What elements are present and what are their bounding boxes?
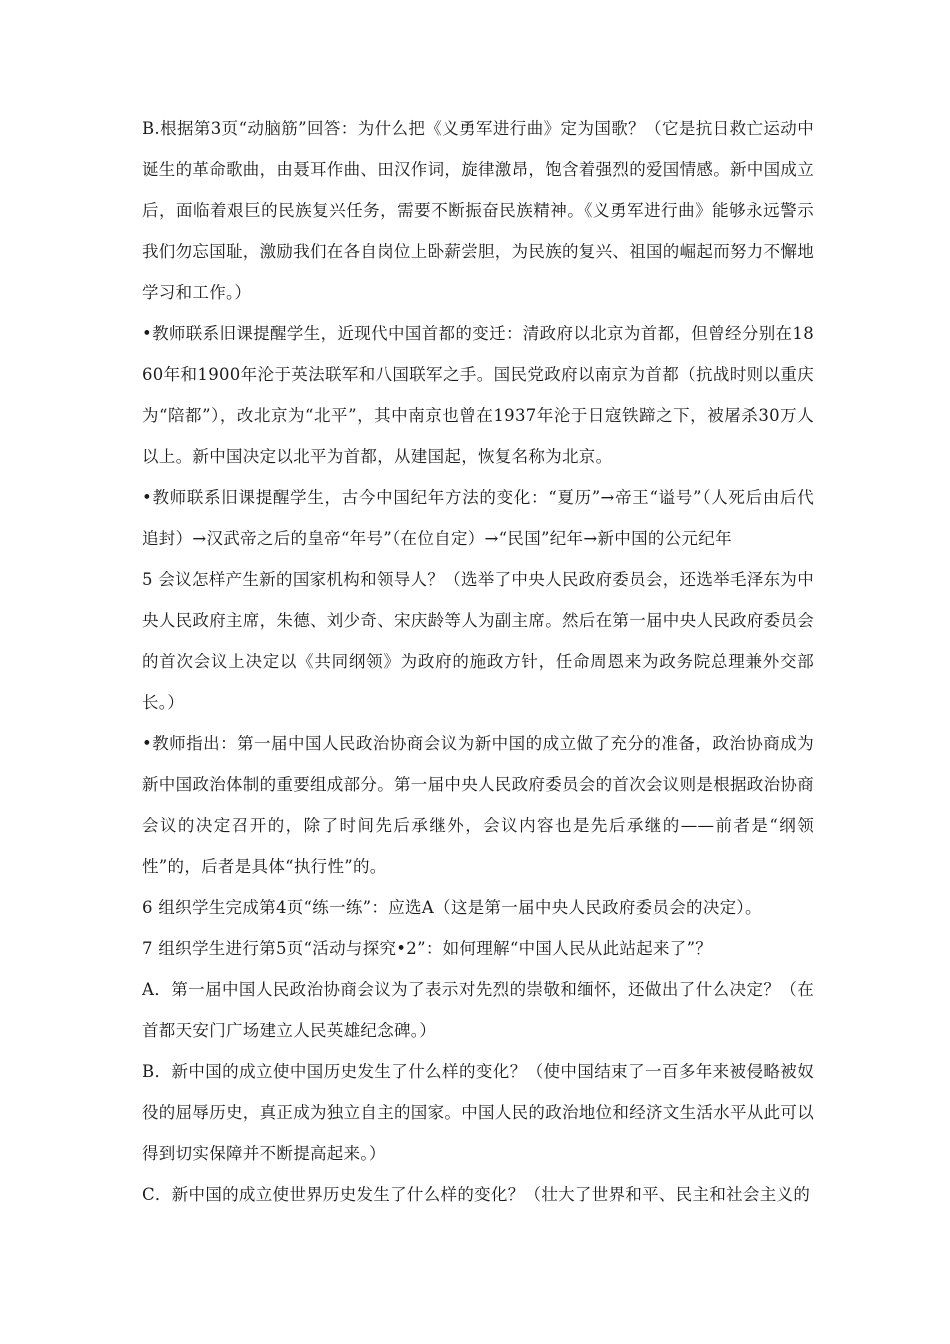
- paragraph-7c: C．新中国的成立使世界历史发生了什么样的变化？（壮大了世界和平、民主和社会主义的: [142, 1185, 811, 1204]
- paragraph-calendar-note: •教师联系旧课提醒学生，古今中国纪年方法的变化：“夏历”→帝王“谥号”（人死后由后代追封）→汉武帝之后的皇帝“年号”（在位自定）→“民国”纪年→新中国的公元纪年: [142, 488, 814, 548]
- paragraph-teacher-point: •教师指出：第一届中国人民政治协商会议为新中国的成立做了充分的准备，政治协商成为新中国政治体制的重要组成部分。第一届中央人民政府委员会的首次会议则是根据政治协商会议的决定召开的，除了时间先后承继外，会议内容也是先后承继的——前者是“纲领性”的，后者是具体“执行性”的。: [142, 734, 814, 876]
- paragraph-7a: A．第一届中国人民政治协商会议为了表示对先烈的崇敬和缅怀，还做出了什么决定？（在首都天安门广场建立人民英雄纪念碑。）: [142, 980, 814, 1040]
- paragraph-anthem-question: B.根据第3页“动脑筋”回答：为什么把《义勇军进行曲》定为国歌？（它是抗日救亡运动中诞生的革命歌曲，由聂耳作曲、田汉作词，旋律激昂，饱含着强烈的爱国情感。新中国成立后，面临着艰巨的民族复兴任务，需要不断振奋民族精神。《义勇军进行曲》能够永远警示我们勿忘国耻，激励我们在各自岗位上卧薪尝胆，为民族的复兴、祖国的崛起而努力不懈地学习和工作。）: [142, 119, 814, 302]
- paragraph-7b: B．新中国的成立使中国历史发生了什么样的变化？（使中国结束了一百多年来被侵略被奴役的屈辱历史，真正成为独立自主的国家。中国人民的政治地位和经济文生活水平从此可以得到切实保障并不断提高起来。）: [142, 1062, 814, 1163]
- document-page: [142, 108, 814, 1215]
- paragraph-question-5: 5 会议怎样产生新的国家机构和领导人？（选举了中央人民政府委员会，还选举毛泽东为中央人民政府主席，朱德、刘少奇、宋庆龄等人为副主席。然后在第一届中央人民政府委员会的首次会议上决定以《共同纲领》为政府的施政方针，任命周恩来为政务院总理兼外交部长。）: [142, 570, 814, 712]
- paragraph-question-7: 7 组织学生进行第5页“活动与探究•2”：如何理解“中国人民从此站起来了”？: [142, 939, 713, 958]
- paragraph-question-6: 6 组织学生完成第4页“练一练”：应选A（这是第一届中央人民政府委员会的决定）。: [142, 898, 762, 917]
- paragraph-capital-note: •教师联系旧课提醒学生，近现代中国首都的变迁：清政府以北京为首都，但曾经分别在1860年和1900年沦于英法联军和八国联军之手。国民党政府以南京为首都（抗战时则以重庆为“陪都”），改北京为“北平”，其中南京也曾在1937年沦于日寇铁蹄之下，被屠杀30万人以上。新中国决定以北平为首都，从建国起，恢复名称为北京。: [142, 324, 814, 466]
